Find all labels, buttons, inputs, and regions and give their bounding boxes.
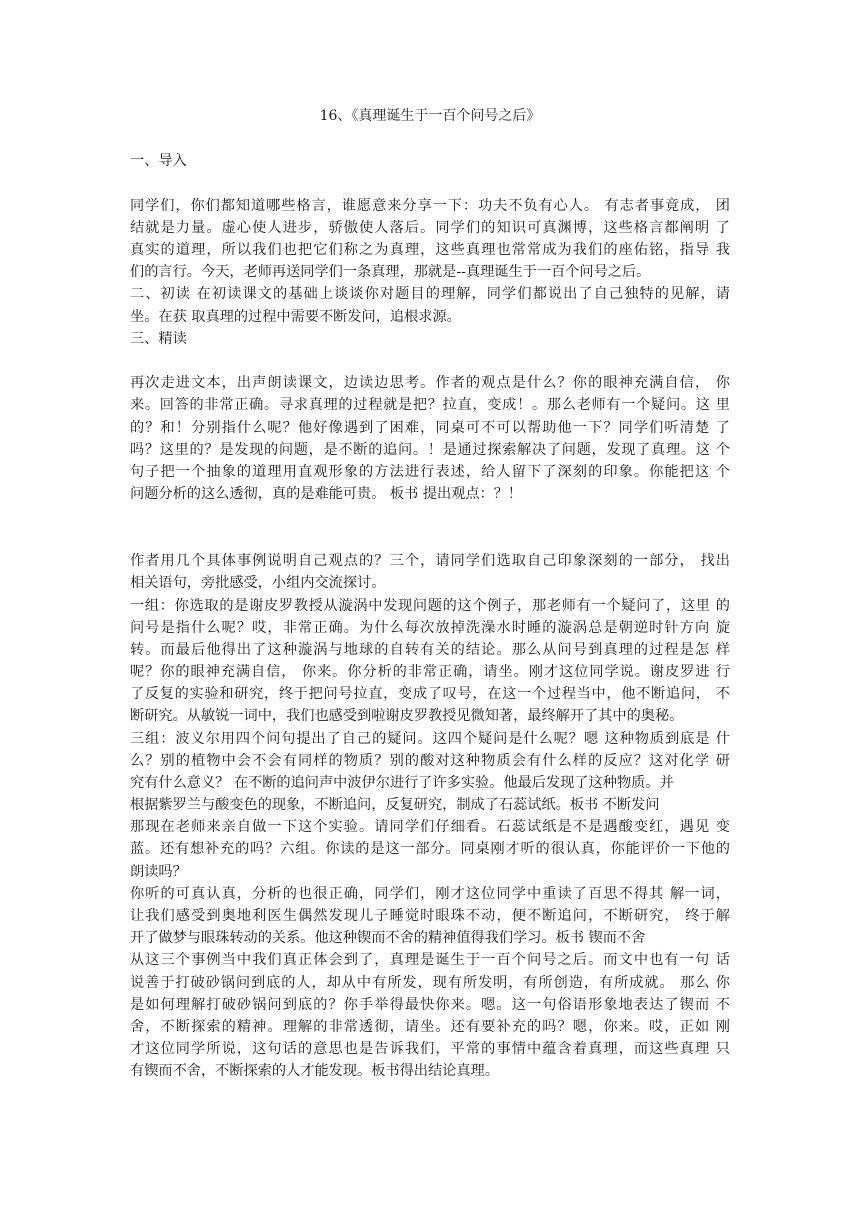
text-line: 断研究。从敏锐一词中，我们也感受到啦谢皮罗教授见微知著，最终解开了其中的奥秘。 (130, 708, 684, 724)
text-line: 从这三个事例当中我们真正体会到了，真理是诞生于一百个问号之后。而文中也有一句 话 (130, 952, 730, 968)
text-line: 再次走进文本，出声朗读课文，边读边思考。作者的观点是什么？你的眼神充满自信， 你 (130, 375, 730, 391)
text-line: 问题分析的这么透彻，真的是难能可贵。 板书 提出观点：？！ (130, 486, 523, 502)
text-line: 究有什么意义？ 在不断的追问声中波伊尔进行了许多实验。他最后发现了这种物质。并 (130, 775, 674, 791)
text-line: 的？和！分别指什么呢？他好像遇到了困难，同桌可不可以帮助他一下？同学们听清楚 了 (130, 420, 730, 436)
text-line: 呢？你的眼神充满自信， 你来。你分析的非常正确，请坐。刚才这位同学说。谢皮罗进 行 (130, 664, 730, 680)
text-line: 作者用几个具体事例说明自己观点的？三个，请同学们选取自己印象深刻的一部分， 找出 (130, 553, 730, 569)
text-line: 来。回答的非常正确。寻求真理的过程就是把？拉直，变成！。那么老师有一个疑问。这 里 (130, 397, 730, 413)
text-line: 舍，不断探索的精神。理解的非常透彻，请坐。还有要补充的吗？嗯，你来。哎，正如 刚 (130, 1019, 730, 1035)
text-line: 说善于打破砂锅问到底的人，却从中有所发，现有所发明，有所创造，有所成就。 那么 你 (130, 975, 730, 991)
text-line: 是如何理解打破砂锅问到底的？你手举得最快你来。嗯。这一句俗语形象地表达了锲而 不 (130, 997, 730, 1013)
text-line: 才这位同学所说，这句话的意思也是告诉我们，平常的事情中蕴含着真理，而这些真理 只 (130, 1041, 730, 1057)
text-line: 相关语句，旁批感受，小组内交流探讨。 (130, 575, 386, 591)
text-line: 蓝。还有想补充的吗？六组。你读的是这一部分。同桌刚才听的很认真，你能评价一下他的 (130, 841, 730, 857)
text-line: 二、初读 在初读课文的基础上谈谈你对题目的理解，同学们都说出了自己独特的见解，请 (130, 286, 730, 302)
text-line: 转。而最后他得出了这种漩涡与地球的自转有关的结论。那么从问号到真理的过程是怎 样 (130, 642, 730, 658)
text-line: 么？别的植物中会不会有同样的物质？别的酸对这种物质会有什么样的反应？这对化学 研 (130, 753, 730, 769)
text-line: 一、导入 (130, 153, 187, 169)
text-line: 问号是指什么呢？哎，非常正确。为什么每次放掉洗澡水时睡的漩涡总是朝逆时针方向 旋 (130, 620, 730, 636)
text-line: 朗读吗？ (130, 864, 187, 880)
text-line: 了反复的实验和研究，终于把问号拉直，变成了叹号，在这一个过程当中，他不断追问， 不 (130, 686, 730, 702)
text-line: 吗？这里的？是发现的问题，是不断的追问。！是通过探索解决了问题，发现了真理。这 个 (130, 442, 730, 458)
text-line: 那现在老师来亲自做一下这个实验。请同学们仔细看。石蕊试纸是不是遇酸变红，遇见 变 (130, 819, 730, 835)
text-line: 们的言行。今天，老师再送同学们一条真理，那就是--真理诞生于一百个问号之后。 (130, 264, 651, 280)
text-line: 结就是力量。虚心使人进步，骄傲使人落后。同学们的知识可真渊博，这些格言都阐明 了 (130, 220, 730, 236)
text-line: 有锲而不舍，不断探索的人才能发现。板书得出结论真理。 (130, 1063, 499, 1079)
text-line: 让我们感受到奥地利医生偶然发现儿子睡觉时眼珠不动，便不断追问，不断研究， 终于解 (130, 908, 730, 924)
document-title: 16、《真理诞生于一百个问号之后》 (319, 108, 541, 124)
text-line: 三组：波义尔用四个问句提出了自己的疑问。这四个疑问是什么呢？嗯 这种物质到底是 什 (130, 731, 730, 747)
text-line: 同学们，你们都知道哪些格言，谁愿意来分享一下：功夫不负有心人。 有志者事竟成， 团 (130, 198, 730, 214)
text-line: 开了做梦与眼珠转动的关系。他这种锲而不舍的精神值得我们学习。板书 锲而不舍 (130, 930, 646, 946)
text-line: 三、精读 (130, 331, 187, 347)
text-line: 一组：你选取的是谢皮罗教授从漩涡中发现问题的这个例子，那老师有一个疑问了，这里 的 (130, 598, 730, 614)
text-line: 根据紫罗兰与酸变色的现象，不断追问，反复研究，制成了石蕊试纸。板书 不断发问 (130, 797, 660, 813)
text-line: 坐。在获 取真理的过程中需要不断发问，追根求源。 (130, 309, 461, 325)
text-line: 句子把一个抽象的道理用直观形象的方法进行表述，给人留下了深刻的印象。你能把这 个 (130, 464, 730, 480)
text-line: 真实的道理，所以我们也把它们称之为真理，这些真理也常常成为我们的座佑铭，指导 我 (130, 242, 730, 258)
text-line: 你听的可真认真，分析的也很正确，同学们，刚才这位同学中重读了百思不得其 解一词， (130, 886, 730, 902)
